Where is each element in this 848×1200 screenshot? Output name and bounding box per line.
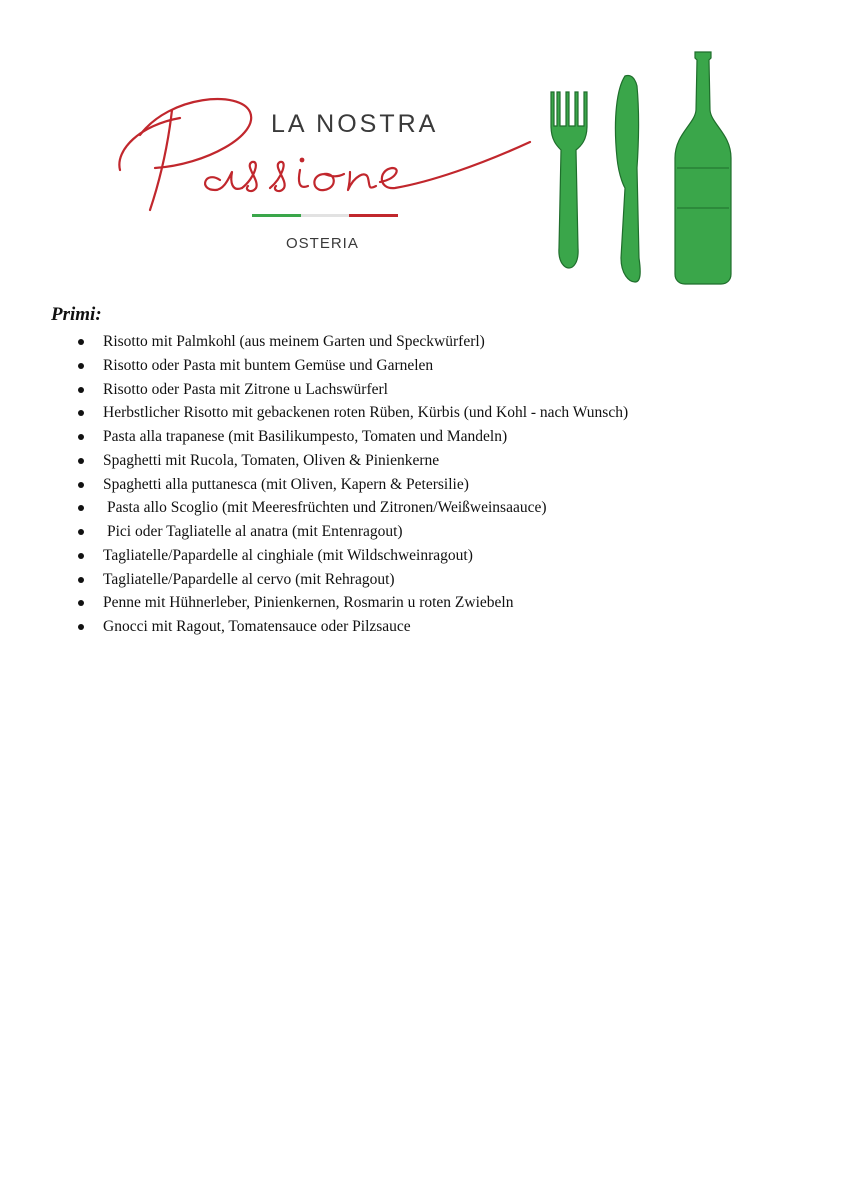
bullet-icon <box>78 339 84 345</box>
bullet-icon <box>78 529 84 535</box>
logo-script-text <box>110 40 111 41</box>
list-item-text: Spaghetti alla puttanesca (mit Oliven, Kapern & Petersilie) <box>103 475 469 493</box>
section-title-primi: Primi: <box>51 304 102 325</box>
list-item <box>72 544 772 568</box>
logo-script-passione <box>110 90 540 220</box>
menu-list-primi <box>72 330 772 639</box>
list-item-text: Risotto oder Pasta mit buntem Gemüse und Garnelen <box>103 356 434 374</box>
list-item <box>72 615 772 639</box>
list-item <box>72 330 772 354</box>
list-item-text: Herbstlicher Risotto mit gebackenen roten Rüben, Kürbis (und Kohl - nach Wunsch) <box>103 404 629 422</box>
list-item-text: Tagliatelle/Papardelle al cervo (mit Rehragout) <box>103 570 395 588</box>
list-item <box>72 449 772 473</box>
list-item <box>72 401 772 425</box>
bullet-icon <box>78 577 84 583</box>
wine-bottle-icon <box>675 52 731 284</box>
restaurant-logo <box>110 40 750 290</box>
bullet-icon <box>78 553 84 559</box>
list-item <box>72 378 772 402</box>
italian-flag-bar <box>252 214 398 217</box>
bullet-icon <box>78 434 84 440</box>
bullet-icon <box>78 410 84 416</box>
knife-icon <box>615 75 640 282</box>
bullet-icon <box>78 363 84 369</box>
bullet-icon <box>78 600 84 606</box>
list-item-text: Pasta allo Scoglio (mit Meeresfrüchten und Zitronen/Weißweinsaauce) <box>107 499 547 517</box>
bullet-icon <box>78 624 84 630</box>
list-item <box>72 568 772 592</box>
bullet-icon <box>78 387 84 393</box>
bullet-icon <box>78 458 84 464</box>
fork-icon <box>551 92 587 268</box>
list-item-text: Gnocci mit Ragout, Tomatensauce oder Pilzsauce <box>103 618 411 635</box>
list-item <box>72 473 772 497</box>
list-item-text: Risotto oder Pasta mit Zitrone u Lachswürferl <box>103 380 388 398</box>
utensils-group <box>545 48 745 288</box>
logo-line-osteria: OSTERIA <box>286 235 359 252</box>
list-item-text: Penne mit Hühnerleber, Pinienkernen, Rosmarin u roten Zwiebeln <box>103 594 514 612</box>
list-item-text: Risotto mit Palmkohl (aus meinem Garten und Speckwürferl) <box>103 333 485 350</box>
list-item <box>72 520 772 544</box>
list-item <box>72 591 772 615</box>
bullet-icon <box>78 505 84 511</box>
list-item-text: Pasta alla trapanese (mit Basilikumpesto, Tomaten und Mandeln) <box>103 428 508 445</box>
list-item-text: Tagliatelle/Papardelle al cinghiale (mit Wildschweinragout) <box>103 546 473 564</box>
list-item-text: Spaghetti mit Rucola, Tomaten, Oliven & Pinienkerne <box>103 451 440 469</box>
list-item <box>72 354 772 378</box>
list-item <box>72 425 772 449</box>
list-item <box>72 496 772 520</box>
bullet-icon <box>78 482 84 488</box>
list-item-text: Pici oder Tagliatelle al anatra (mit Entenragout) <box>107 523 403 540</box>
logo-line-la-nostra: LA NOSTRA <box>271 110 439 138</box>
